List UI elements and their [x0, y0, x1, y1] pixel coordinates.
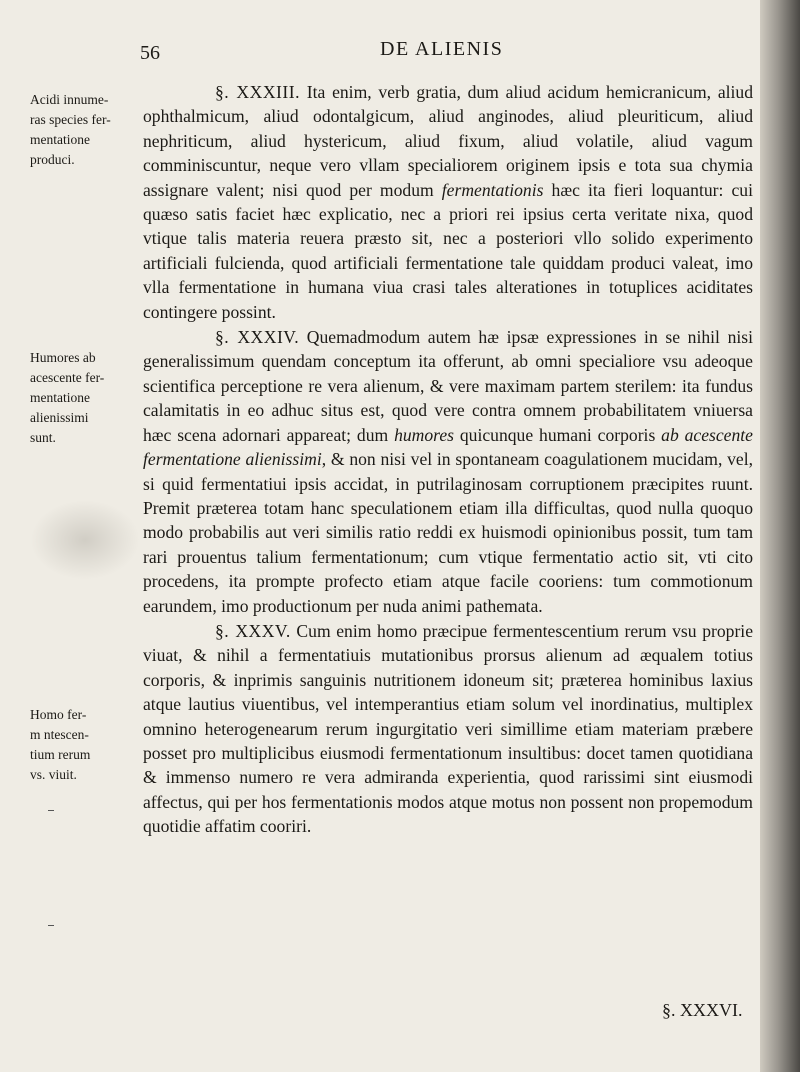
section-number: §. XXXV. — [215, 620, 291, 641]
page-gutter-shadow — [760, 0, 800, 1072]
section-34 — [143, 325, 753, 618]
catchword: §. XXXVI. — [662, 1000, 743, 1020]
italic-term: fermentationis — [441, 179, 544, 200]
margin-mark — [48, 925, 54, 926]
marginal-note-2: Humores ab acescente fer- mentatione alienissimi sunt. — [30, 350, 105, 445]
marginal-note-1: Acidi innume- ras species fer- mentatione produci. — [30, 92, 111, 167]
section-text: quicunque humani corporis — [459, 424, 656, 445]
section-35 — [143, 619, 753, 839]
section-text: , & non nisi vel in spontaneam coagulationem mucidam, vel, si quid fermentatiui ipsis accidat, in putrilaginosam corruptionem præcipites ruunt. Premit præterea totam hanc speculationem etiam illa difficultas, quod nulla quoquo modo probabilis aut veri similis ratio reddi ex huismodi opinionibus possit, tum tam rari prouentus talium fermentationum; cum vtique fermentatio actio sit, vti cito procedens, ita prompte profecto etiam atque facile cooriens: tum commotionum earundem, imo productionum per nuda animi pathemata. — [143, 449, 753, 616]
marginal-note-3: Homo fer- m ntescen- tium rerum vs. viuit. — [30, 707, 91, 782]
section-number: §. XXXIII. — [215, 82, 301, 102]
section-text: hæc ita fieri loquantur: cui quæso satis faciet hæc explicatio, nec a priori rei ipsius certa veritate nixa, quod vtique talis materia reuera præsto sit, nec a posteriori vllo solido experimento artificiali fulcienda, quod artificiali fermentatione tale quiddam produci valeat, imo vlla fermentatione in humana viua crasi tales alterationes in totuplices aciditates contingere possint. — [143, 179, 753, 322]
running-head: DE ALIENIS — [380, 38, 504, 60]
ink-bleed-through — [30, 500, 140, 580]
section-text: Cum enim homo præcipue fermentescentium rerum vsu proprie viuat, & nihil a fermentatiuis mutationibus prorsus alienum ad æqualem totius corporis, & inprimis sanguinis nutritionem idoneum sit; præterea hominibus laxius atque lautius viuentibus, vel intemperantius etiam solum vel inordinatius, multiplex omnino heterogenearum rerum ingurgitatio veri simillime etiam materiam præbere posset pro multiplicibus eiusmodi fermentationum insultibus: docet tamen quotidiana & immenso numero re vera admiranda experientia, quod rarissimi sint eiusmodi affectus, qui per hos fermentationis modos atque motus non possent non propemodum quotidie affatim cooriri. — [143, 620, 754, 837]
section-number: §. XXXIV. — [215, 327, 300, 348]
italic-term: humores — [394, 424, 455, 445]
italic-term: ab acescente fermentatione alienissimi — [143, 424, 753, 470]
margin-mark — [48, 810, 54, 811]
section-text: Quemadmodum autem hæ ipsæ expressiones in se nihil nisi generalissimum quendam conceptum ita offerunt, ab omni specialiore vsu adeoque scientifica perceptione re vera alienum, & vere maximam partem sterilem: ita fundus calamitatis in eo adhuc situs est, quod vere contra omnem probabilitatem vniuersa hæc scena adornari appareat; dum — [143, 327, 753, 445]
page-number: 56 — [140, 42, 160, 64]
section-text: Ita enim, verb gratia, dum aliud acidum hemicranicum, aliud ophthalmicum, aliud odontalgicum, aliud anginodes, aliud pleuriticum, aliud nephriticum, aliud hystericum, aliud fixum, aliud volatile, aliud vagum comminiscuntur, neque vero vllam specialiorem originem ipsis e tota sua chymia assignare valent; nisi quod per modum — [143, 82, 754, 200]
main-text-block — [143, 80, 753, 839]
section-33 — [143, 80, 753, 324]
